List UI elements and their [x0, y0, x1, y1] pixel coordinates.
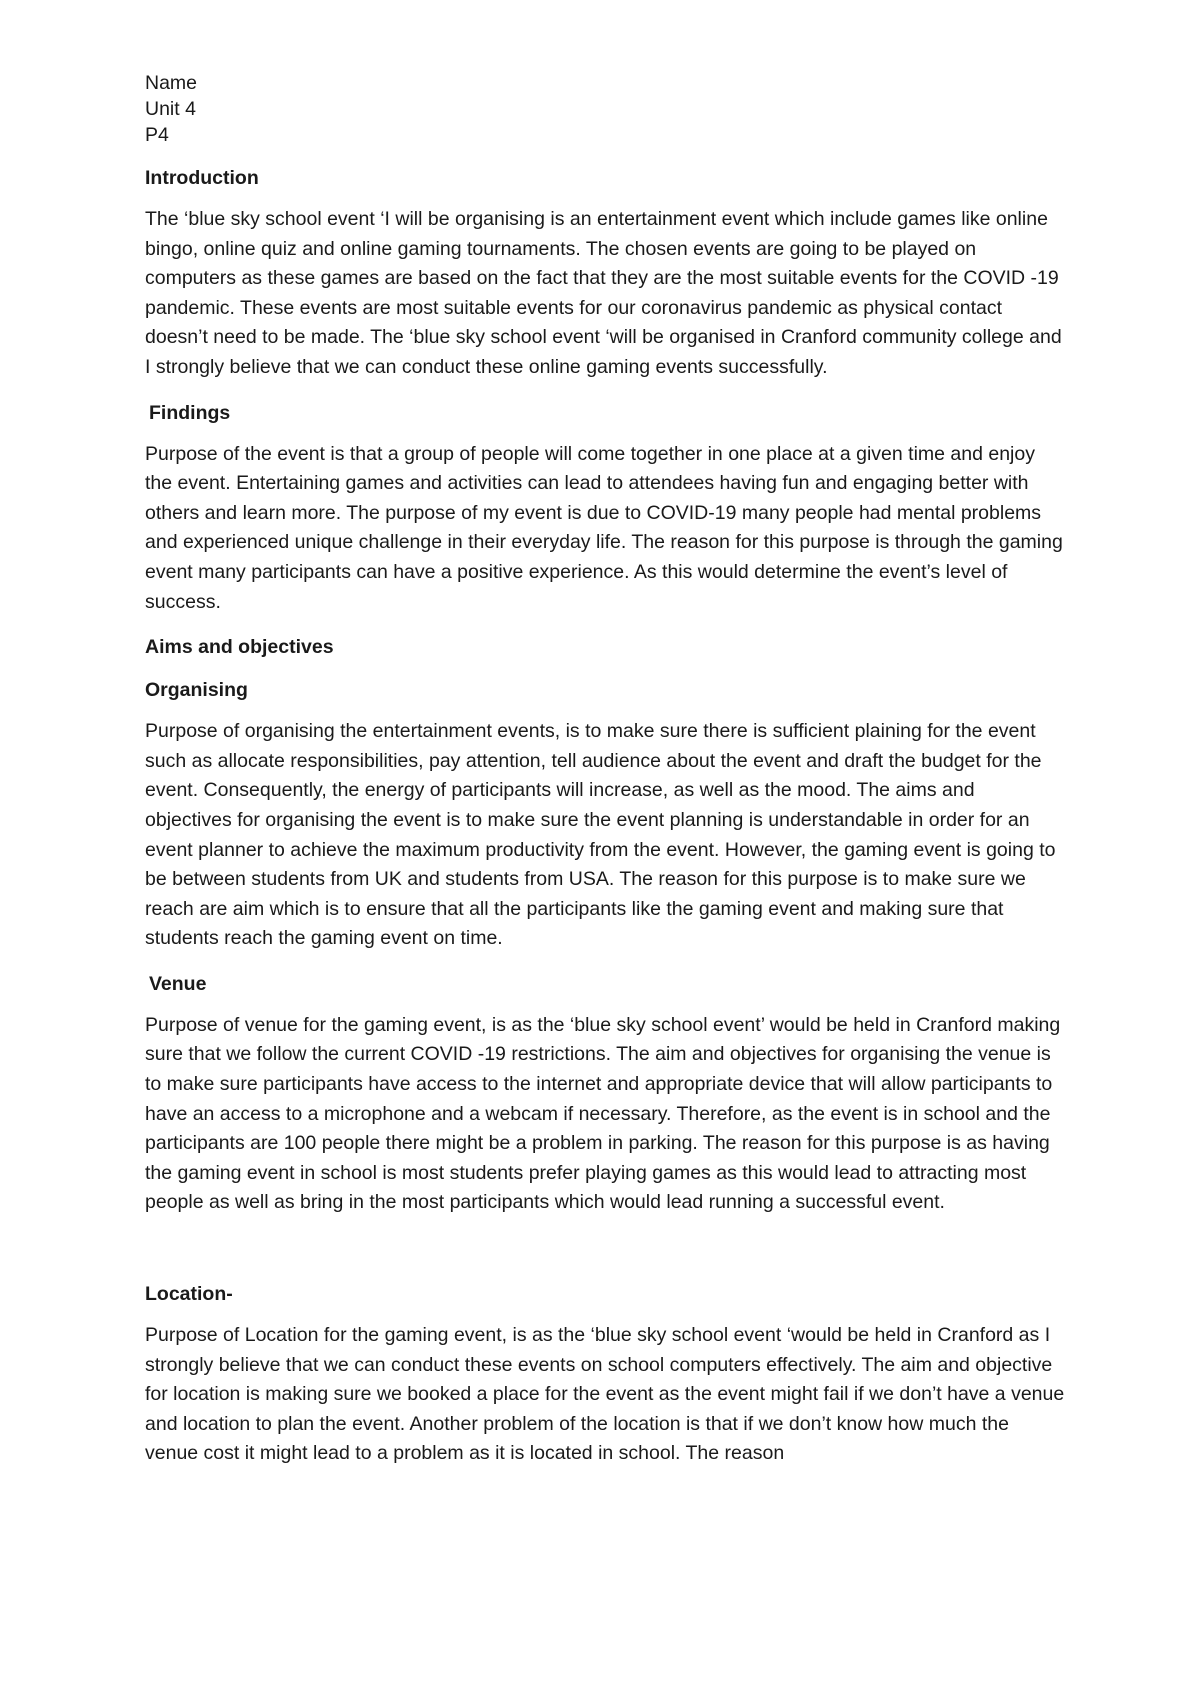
- introduction-paragraph: The ‘blue sky school event ‘I will be organising is an entertainment event which include games like online bingo, online quiz and online gaming tournaments. The chosen events are going to be played on computers as these games are based on the fact that they are the most suitable events for the COVID -19 pandemic. These events are most suitable events for our coronavirus pandemic as physical contact doesn’t need to be made. The ‘blue sky school event ‘will be organised in Cranford community college and I strongly believe that we can conduct these online gaming events successfully.: [145, 208, 1062, 378]
- findings-heading: Findings: [149, 401, 231, 424]
- blank-space: [145, 1218, 1065, 1264]
- introduction-heading: Introduction: [145, 167, 259, 189]
- venue-paragraph: Purpose of venue for the gaming event, is as the ‘blue sky school event’ would be held in Cranford making sure that we follow the current COVID -19 restrictions. The aim and objectives for organising the venue is to make sure participants have access to the internet and appropriate device that will allow participants to have an access to a microphone and a webcam if necessary. Therefore, as the event is in school and the participants are 100 people there might be a problem in parking. The reason for this purpose is as having the gaming event in school is most students prefer playing games as this would lead to attracting most people as well as bring in the most participants which would lead running a successful event.: [145, 1013, 1061, 1214]
- location-paragraph: Purpose of Location for the gaming event, is as the ‘blue sky school event ‘would be held in Cranford as I strongly believe that we can conduct these events on school computers effectively. The aim and objective for location is making sure we booked a place for the event as the event might fail if we don’t have a venue and location to plan the event. Another problem of the location is that if we don’t know how much the venue cost it might lead to a problem as it is located in school. The reason: [145, 1324, 1065, 1465]
- findings-paragraph: Purpose of the event is that a group of people will come together in one place at a given time and enjoy the event. Entertaining games and activities can lead to attendees having fun and engaging better with others and learn more. The purpose of my event is due to COVID-19 many people had mental problems and experienced unique challenge in their everyday life. The reason for this purpose is through the gaming event many participants can have a positive experience. As this would determine the event’s level of success.: [145, 442, 1063, 613]
- aims-heading: Aims and objectives: [145, 636, 334, 659]
- venue-heading: Venue: [149, 972, 207, 995]
- author-name: Name: [145, 72, 198, 94]
- location-heading: Location-: [145, 1283, 233, 1306]
- organising-paragraph: Purpose of organising the entertainment events, is to make sure there is sufficient plaining for the event such as allocate responsibilities, pay attention, tell audience about the event and draft the budget for the event. Consequently, the energy of participants will increase, as well as the mood. The aims and objectives for organising the event is to make sure the event planning is understandable in order for an event planner to achieve the maximum productivity from the event. However, the gaming event is going to be between students from UK and students from USA. The reason for this purpose is to make sure we reach are aim which is to ensure that all the participants like the gaming event and making sure that students reach the gaming event on time.: [145, 720, 1056, 950]
- unit-label: Unit 4: [145, 98, 196, 120]
- document-page: [145, 70, 1065, 1469]
- criteria-label: P4: [145, 124, 169, 146]
- organising-heading: Organising: [145, 679, 248, 702]
